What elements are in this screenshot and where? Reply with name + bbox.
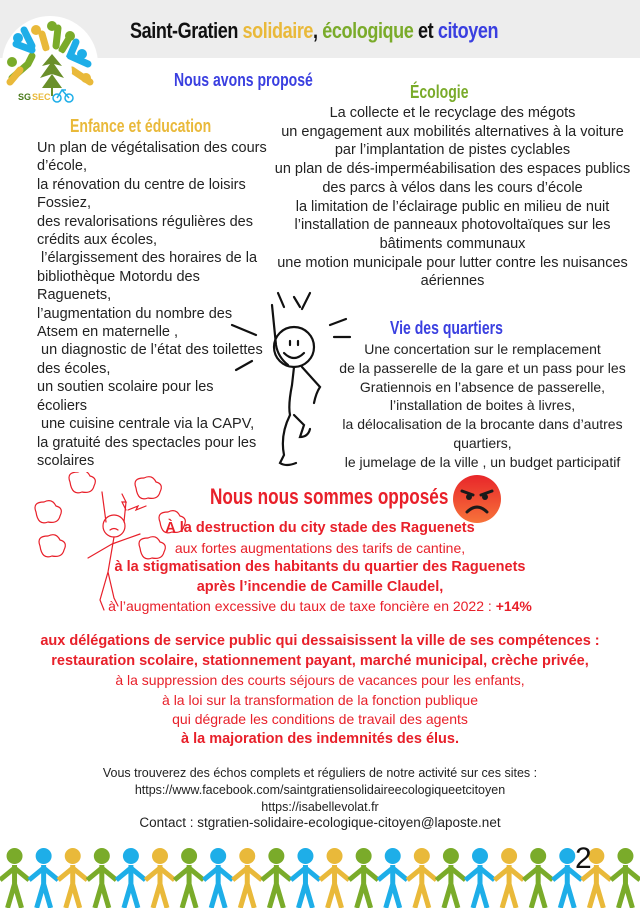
- person-figure: [378, 848, 407, 908]
- opposed-item: à la loi sur la transformation de la fonction publique: [162, 691, 478, 708]
- person-figure: [262, 848, 291, 908]
- opposed-item: à la majoration des indemnités des élus.: [180, 730, 459, 747]
- list-item: la gratuité des spectacles pour les: [37, 434, 257, 451]
- facebook-link[interactable]: https://www.facebook.com/saintgratiensolidaireecologiqueetcitoyen: [134, 782, 506, 797]
- person-figure: [175, 848, 204, 908]
- opposed-item: aux fortes augmentations des tarifs de cantine,: [174, 539, 466, 556]
- list-item: par l’implantation de pistes cyclables: [334, 142, 571, 159]
- taxe-text: à l’augmentation excessive du taux de taxe foncière en 2022 :: [108, 598, 496, 615]
- opposed-item: restauration scolaire, stationnement payant, marché municipal, crèche privée,: [51, 652, 589, 669]
- person-figure: [495, 848, 524, 908]
- list-item: un soutien scolaire pour les écoliers: [37, 379, 218, 414]
- person-figure: [87, 848, 116, 908]
- list-item: Une concertation sur le remplacement: [364, 341, 601, 357]
- list-item: des revalorisations régulières des: [37, 213, 253, 230]
- opposed-item: à la stigmatisation des habitants du quartier des Raguenets: [114, 559, 526, 576]
- taxe-value: +14%: [495, 598, 532, 615]
- enfance-heading: Enfance et éducation: [70, 116, 212, 136]
- list-item: bibliothèque Motordu des: [37, 268, 200, 285]
- list-item: La collecte et le recyclage des mégots: [329, 105, 576, 121]
- list-item: des parcs à vélos dans les cours d’école: [322, 179, 583, 196]
- opposed-item-taxe: [0, 597, 640, 617]
- opposed-heading: Nous nous sommes opposés: [210, 484, 449, 509]
- list-item: bâtiments communaux: [379, 235, 526, 252]
- opposed-list-1: [0, 519, 640, 617]
- person-figure: [349, 848, 378, 908]
- people-chain-illustration: [0, 846, 640, 908]
- list-item: l’élargissement des horaires de la: [37, 250, 258, 267]
- person-figure: [436, 848, 465, 908]
- person-figure: [145, 848, 174, 908]
- list-item: scolaires: [37, 452, 95, 469]
- list-item: le jumelage de la ville , un budget participatif: [344, 453, 621, 470]
- list-item: Un plan de végétalisation des cours: [37, 140, 267, 156]
- title-part: ,: [313, 18, 323, 43]
- list-item: l’installation de boites à livres,: [389, 397, 576, 414]
- person-figure: [611, 848, 640, 908]
- logo-sg-text: SG: [18, 92, 32, 102]
- opposed-item: aux délégations de service public qui dessaisissent la ville de ses compétences :: [40, 633, 600, 649]
- title-part-ecologique: écologique: [322, 18, 414, 43]
- person-figure: [29, 848, 58, 908]
- list-item: un plan de dés-imperméabilisation des espaces publics: [274, 161, 631, 178]
- list-item: de la passerelle de la gare et un pass pour les: [339, 359, 626, 376]
- contact-intro: Vous trouverez des échos complets et réguliers de notre activité sur ces sites :: [102, 766, 538, 780]
- page-number: 2: [575, 842, 592, 875]
- ecologie-list: [265, 104, 640, 291]
- page-title: [130, 18, 498, 44]
- person-figure: [0, 848, 29, 908]
- opposed-item: qui dégrade les conditions de travail des agents: [172, 711, 468, 728]
- list-item: d’école,: [37, 158, 87, 175]
- title-part-citoyen: citoyen: [437, 18, 499, 43]
- list-item: Atsem en maternelle ,: [37, 324, 179, 341]
- person-figure: [291, 848, 320, 908]
- ecologie-heading: Écologie: [410, 82, 469, 102]
- list-item: Fossiez,: [37, 195, 91, 212]
- title-part: Saint-Gratien: [130, 18, 243, 43]
- opposed-item: À la destruction du city stade des Raguenets: [165, 520, 475, 536]
- person-figure: [233, 848, 262, 908]
- list-item: des écoles,: [37, 360, 111, 377]
- opposed-item: à la suppression des courts séjours de vacances pour les enfants,: [115, 672, 525, 689]
- list-item: l’augmentation du nombre des: [37, 305, 233, 322]
- list-item: un diagnostic de l’état des toilettes: [37, 342, 263, 359]
- person-figure: [407, 848, 436, 908]
- website-link[interactable]: https://isabellevolat.fr: [261, 799, 379, 814]
- list-item: Gratiennois en l’absence de passerelle,: [359, 378, 606, 395]
- opposed-item: après l’incendie de Camille Claudel,: [196, 578, 444, 595]
- list-item: une motion municipale pour lutter contre les nuisances: [277, 254, 628, 271]
- person-figure: [204, 848, 233, 908]
- logo-sec-text: SEC: [32, 92, 51, 102]
- list-item: aériennes: [420, 273, 485, 290]
- title-part-solidaire: solidaire: [242, 18, 314, 43]
- person-figure: [465, 848, 494, 908]
- angry-face-icon: [452, 474, 502, 524]
- list-item: l’installation de panneaux photovoltaïques sur les: [294, 217, 611, 234]
- contact-block: [0, 765, 640, 832]
- person-figure: [116, 848, 145, 908]
- list-item: la délocalisation de la brocante dans d’autres: [342, 416, 623, 433]
- person-figure: [58, 848, 87, 908]
- list-item: Raguenets,: [37, 287, 112, 304]
- quartiers-list: [325, 340, 640, 472]
- contact-email[interactable]: Contact : stgratien-solidaire-ecologique-citoyen@laposte.net: [139, 815, 501, 831]
- list-item: la rénovation du centre de loisirs: [37, 176, 246, 193]
- list-item: une cuisine centrale via la CAPV,: [37, 416, 255, 433]
- sg-sec-logo: [2, 16, 98, 106]
- title-part: et: [413, 18, 438, 43]
- list-item: un engagement aux mobilités alternatives à la voiture: [281, 123, 624, 140]
- person-figure: [320, 848, 349, 908]
- opposed-list-2: [0, 632, 640, 750]
- proposed-heading: Nous avons proposé: [174, 70, 313, 90]
- person-figure: [524, 848, 553, 908]
- quartiers-heading: Vie des quartiers: [390, 318, 503, 338]
- list-item: la limitation de l’éclairage public en milieu de nuit: [295, 198, 610, 215]
- list-item: quartiers,: [453, 434, 512, 451]
- list-item: crédits aux écoles,: [37, 232, 158, 249]
